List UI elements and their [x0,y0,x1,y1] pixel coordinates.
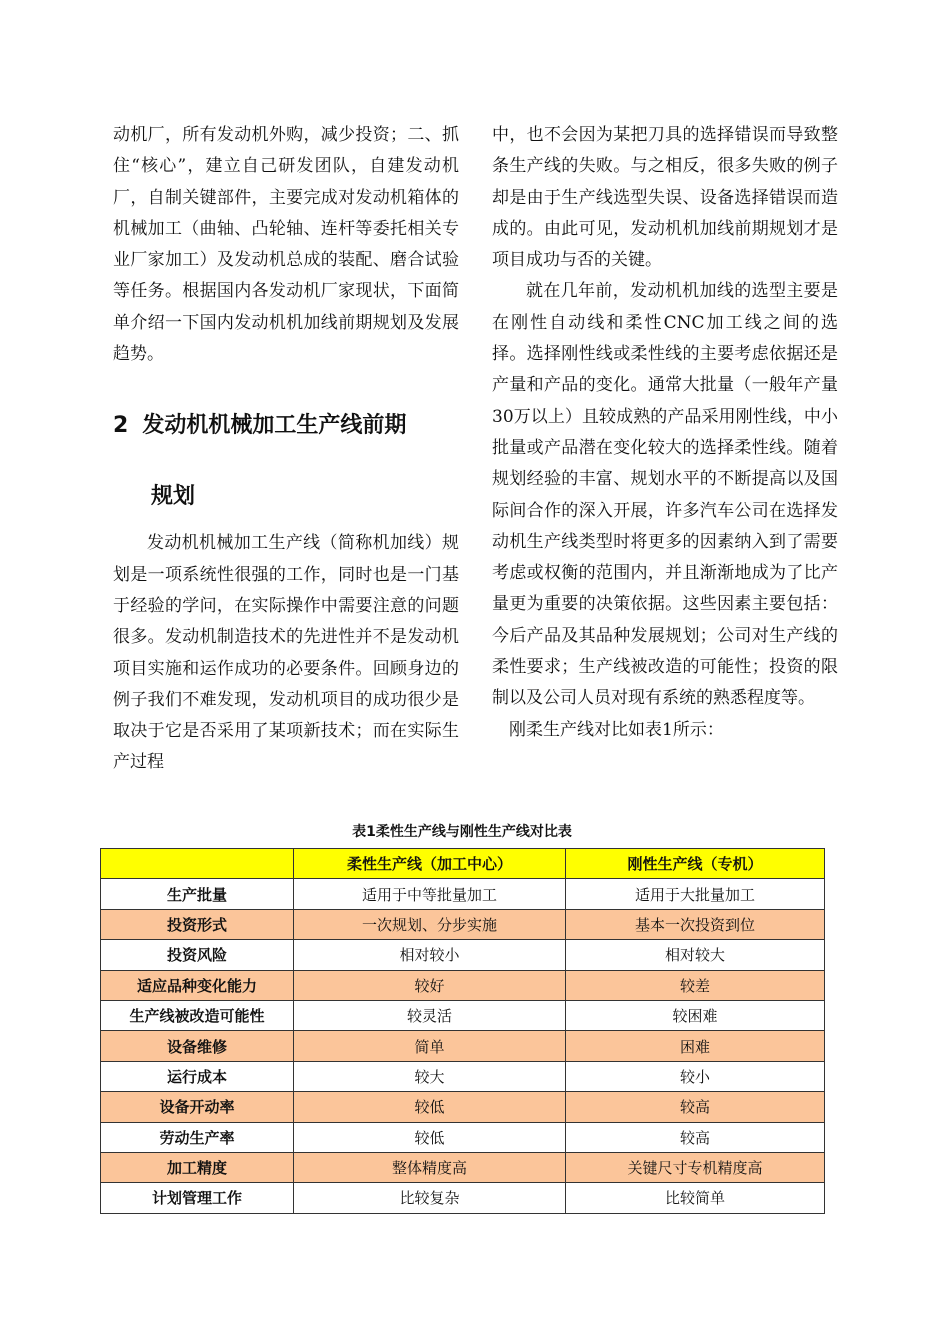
row-label-cell: 适应品种变化能力 [101,970,294,1000]
left-paragraph-1: 动机厂，所有发动机外购，减少投资；二、抓住“核心”，建立自己研发团队，自建发动机厂，自制关键部件，主要完成对发动机箱体的机械加工（曲轴、凸轮轴、连杆等委托相关专业厂家加工）及发动机总成的装配、磨合试验等任务。根据国内各发动机厂家现状，下面简单介绍一下国内发动机机加线前期规划及发展趋势。 [113,125,459,365]
section-title-line-1: 发动机机械加工生产线前期 [142,413,407,439]
table-row [101,909,825,939]
table-row [101,940,825,970]
table-row [101,1122,825,1152]
right-paragraph-2: 就在几年前，发动机机加线的选型主要是在刚性自动线和柔性CNC加工线之间的选择。选择刚性线或柔性线的主要考虑依据还是产量和产品的变化。通常大批量（一般年产量30万以上）且较成熟的产品采用刚性线，中小批量或产品潜在变化较大的选择柔性线。随着规划经验的丰富、规划水平的不断提高以及国际间合作的深入开展，许多汽车公司在选择发动机生产线类型时将更多的因素纳入到了需要考虑或权衡的范围内，并且渐渐地成为了比产量更为重要的决策依据。这些因素主要包括：今后产品及其品种发展规划；公司对生产线的柔性要求；生产线被改造的可能性；投资的限制以及公司人员对现有系统的熟悉程度等。 [492,281,838,709]
table-row [101,1061,825,1091]
flexible-value-cell: 整体精度高 [294,1152,566,1182]
table-row [101,879,825,909]
flexible-value-cell: 比较复杂 [294,1183,566,1213]
left-column [113,120,459,779]
row-label-cell: 生产批量 [101,879,294,909]
table-caption: 表1柔性生产线与刚性生产线对比表 [352,824,572,840]
rigid-value-cell: 关键尺寸专机精度高 [566,1152,825,1182]
rigid-value-cell: 相对较大 [566,940,825,970]
right-paragraph-1: 中，也不会因为某把刀具的选择错误而导致整条生产线的失败。与之相反，很多失败的例子却是由于生产线选型失误、设备选择错误而造成的。由此可见，发动机机加线前期规划才是项目成功与否的关键。 [492,125,838,271]
rigid-value-cell: 比较简单 [566,1183,825,1213]
table-row [101,970,825,1000]
row-label-cell: 运行成本 [101,1061,294,1091]
flexible-value-cell: 一次规划、分步实施 [294,909,566,939]
row-label-cell: 设备维修 [101,1031,294,1061]
right-column [492,120,838,746]
rigid-value-cell: 较困难 [566,1000,825,1030]
row-label-cell: 投资风险 [101,940,294,970]
row-label-cell: 设备开动率 [101,1092,294,1122]
flexible-value-cell: 较灵活 [294,1000,566,1030]
rigid-value-cell: 困难 [566,1031,825,1061]
flexible-value-cell: 较好 [294,970,566,1000]
flexible-value-cell: 相对较小 [294,940,566,970]
row-label-cell: 劳动生产率 [101,1122,294,1152]
table-row [101,1183,825,1213]
flexible-value-cell: 较大 [294,1061,566,1091]
rigid-value-cell: 基本一次投资到位 [566,909,825,939]
rigid-value-cell: 较高 [566,1092,825,1122]
table-body [101,879,825,1213]
row-label-cell: 投资形式 [101,909,294,939]
table-row [101,1031,825,1061]
rigid-value-cell: 较高 [566,1122,825,1152]
header-rigid-line: 刚性生产线（专机） [566,849,825,879]
table-row [101,1092,825,1122]
table-intro-text: 刚柔生产线对比如表1所示： [509,719,724,740]
table-row [101,1152,825,1182]
section-title-line-2: 规划 [151,484,196,510]
header-blank-cell [101,849,294,879]
comparison-table [100,848,825,1214]
flexible-value-cell: 简单 [294,1031,566,1061]
header-flexible-line: 柔性生产线（加工中心） [294,849,566,879]
flexible-value-cell: 较低 [294,1122,566,1152]
flexible-value-cell: 较低 [294,1092,566,1122]
section-heading [113,411,459,512]
rigid-value-cell: 适用于大批量加工 [566,879,825,909]
flexible-value-cell: 适用于中等批量加工 [294,879,566,909]
row-label-cell: 加工精度 [101,1152,294,1182]
rigid-value-cell: 较差 [566,970,825,1000]
table-header-row [101,849,825,879]
row-label-cell: 生产线被改造可能性 [101,1000,294,1030]
left-paragraph-2: 发动机机械加工生产线（简称机加线）规划是一项系统性很强的工作，同时也是一门基于经验的学问，在实际操作中需要注意的问题很多。发动机制造技术的先进性并不是发动机项目实施和运作成功的必要条件。回顾身边的例子我们不难发现，发动机项目的成功很少是取决于它是否采用了某项新技术；而在实际生产过程 [113,533,459,773]
section-number: 2 [113,413,129,439]
table-row [101,1000,825,1030]
row-label-cell: 计划管理工作 [101,1183,294,1213]
rigid-value-cell: 较小 [566,1061,825,1091]
